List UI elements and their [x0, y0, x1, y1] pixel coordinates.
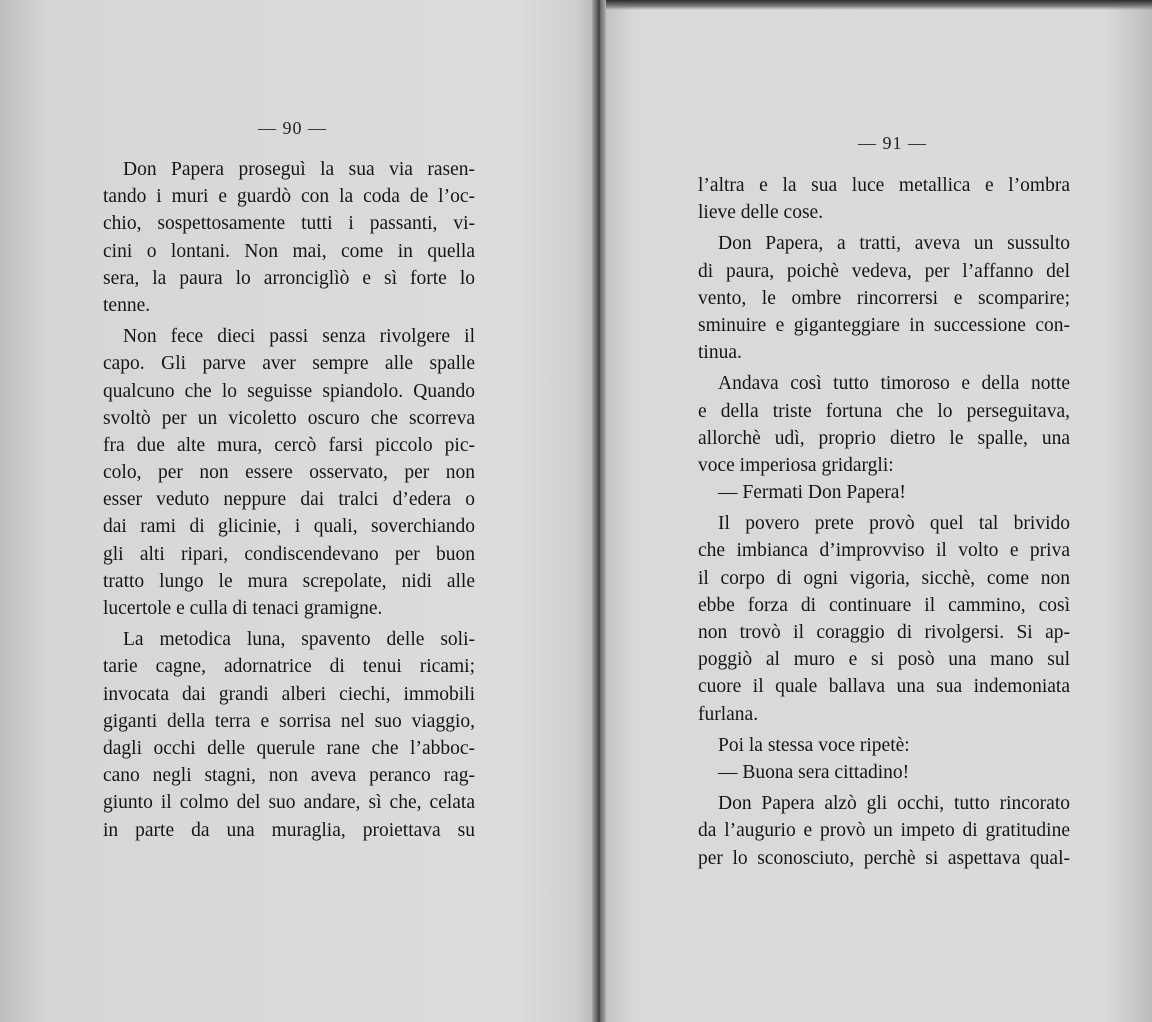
- text-line: dai rami di glicinie, i quali, soverchiando: [103, 516, 475, 538]
- text-line: sera, la paura lo arronciglìò e sì forte lo: [103, 267, 475, 289]
- text-line: in parte da una muraglia, proiettava su: [103, 819, 475, 841]
- text-line: da l’augurio e provò un impeto di gratitudine: [698, 820, 1070, 842]
- right-page-number: — 91 —: [858, 133, 927, 153]
- text-line: gli alti ripari, condiscendevano per buon: [103, 543, 475, 565]
- text-line: di paura, poichè vedeva, per l’affanno del: [698, 260, 1070, 282]
- dialogue-line: — Fermati Don Papera!: [718, 482, 906, 504]
- text-line: tenne.: [103, 294, 151, 316]
- text-line: capo. Gli parve aver sempre alle spalle: [103, 353, 475, 375]
- text-line: Don Papera proseguì la sua via rasen-: [123, 159, 475, 180]
- text-line: cuore il quale ballava una sua indemoniata: [698, 676, 1070, 698]
- text-line: qualcuno che lo seguisse spiandolo. Quando: [103, 380, 475, 402]
- text-line: l’altra e la sua luce metallica e l’ombra: [698, 175, 1070, 196]
- text-line: tando i muri e guardò con la coda de l’oc-: [103, 186, 475, 208]
- text-line: invocata dai grandi alberi ciechi, immobili: [103, 683, 475, 705]
- text-line: fra due alte mura, cercò farsi piccolo pic-: [103, 434, 475, 456]
- text-line: tarie cagne, adornatrice di tenui ricami;: [103, 656, 475, 678]
- text-line: Don Papera, a tratti, aveva un sussulto: [718, 233, 1070, 255]
- left-page-text: [103, 156, 475, 844]
- text-line: poggiò al muro e si posò una mano sul: [698, 649, 1070, 671]
- text-line: lieve delle cose.: [698, 202, 824, 224]
- text-line: tinua.: [698, 342, 742, 364]
- text-line: giunto il colmo del suo andare, sì che, celata: [103, 792, 475, 814]
- text-line: giganti della terra e sorrisa nel suo viaggio,: [103, 710, 475, 732]
- text-line: Poi la stessa voce ripetè:: [718, 734, 910, 756]
- text-line: La metodica luna, spavento delle soli-: [123, 629, 475, 651]
- text-line: svoltò per un vicoletto oscuro che scorreva: [103, 407, 475, 429]
- dialogue-line: — Buona sera cittadino!: [718, 761, 910, 783]
- right-page-text: [698, 172, 1070, 872]
- text-line: Non fece dieci passi senza rivolgere il: [123, 326, 475, 348]
- text-line: e della triste fortuna che lo perseguitava,: [698, 400, 1070, 422]
- text-line: colo, per non essere osservato, per non: [103, 462, 475, 484]
- left-page-number: — 90 —: [258, 118, 327, 138]
- text-line: chio, sospettosamente tutti i passanti, vi-: [103, 213, 475, 235]
- text-line: lucertole e culla di tenaci gramigne.: [103, 598, 383, 619]
- text-line: il corpo di ogni vigoria, sicchè, come non: [698, 567, 1070, 589]
- text-line: che imbianca d’improvviso il volto e priva: [698, 540, 1070, 562]
- text-line: voce imperiosa gridargli:: [698, 454, 894, 476]
- text-line: ebbe forza di continuare il cammino, così: [698, 594, 1070, 616]
- text-line: cano negli stagni, non aveva peranco rag-: [103, 765, 475, 787]
- text-line: per lo sconosciuto, perchè si aspettava qual-: [698, 847, 1070, 869]
- text-line: esser veduto neppure dai tralci d’edera o: [103, 489, 475, 511]
- text-line: Don Papera alzò gli occhi, tutto rincorato: [718, 793, 1070, 815]
- text-line: cini o lontani. Non mai, come in quella: [103, 240, 475, 262]
- text-line: vento, le ombre rincorrersi e scomparire;: [698, 287, 1070, 309]
- right-page: [606, 0, 1152, 1022]
- text-line: tratto lungo le mura screpolate, nidi alle: [103, 570, 475, 592]
- book-gutter: [592, 0, 606, 1022]
- text-line: Il povero prete provò quel tal brivido: [718, 513, 1070, 535]
- text-line: dagli occhi delle querule rane che l’abboc-: [103, 737, 475, 759]
- text-line: allorchè udì, proprio dietro le spalle, una: [698, 427, 1070, 449]
- text-line: furlana.: [698, 703, 759, 725]
- text-line: non trovò il coraggio di rivolgersi. Si ap-: [698, 622, 1070, 643]
- text-line: sminuire e giganteggiare in successione con-: [698, 314, 1070, 336]
- text-line: Andava così tutto timoroso e della notte: [718, 373, 1070, 395]
